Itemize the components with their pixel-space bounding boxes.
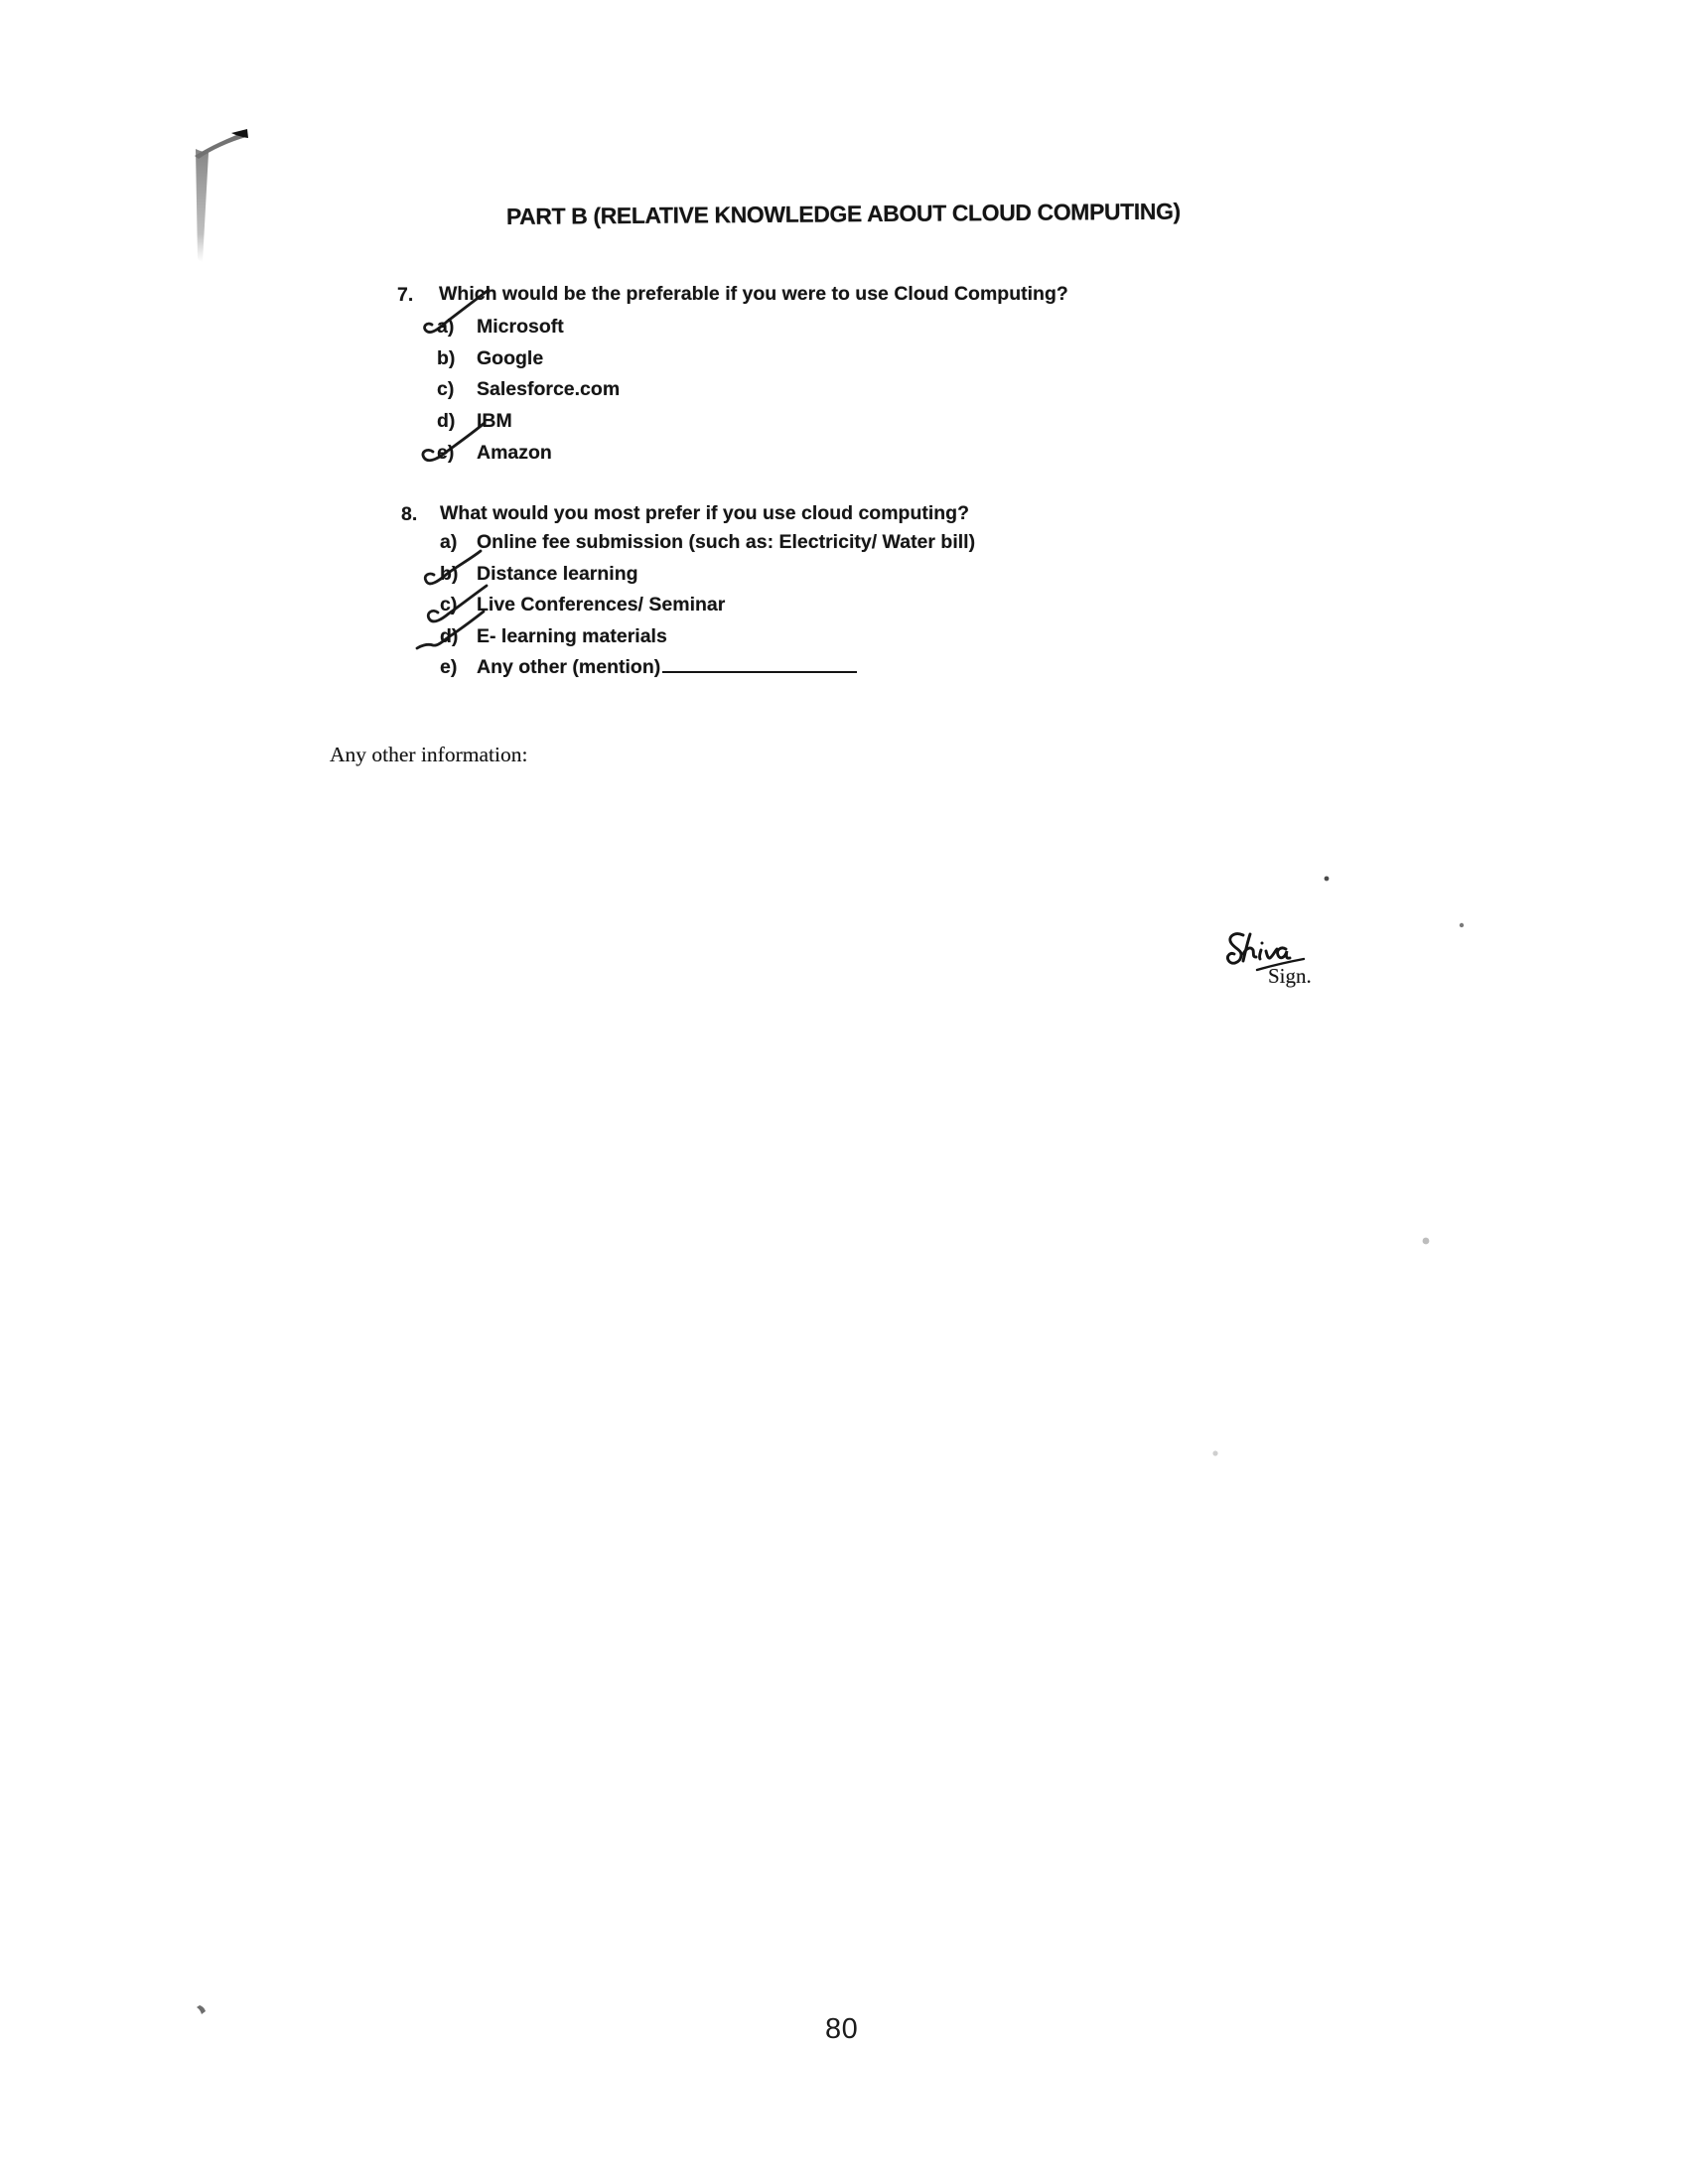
question-7-text: Which would be the preferable if you were to use Cloud Computing?: [439, 283, 1068, 305]
q7-option-d-text: IBM: [477, 410, 512, 432]
q7-option-a-text: Microsoft: [477, 316, 564, 338]
q7-option-b-label: b): [437, 347, 456, 369]
scan-specks: [197, 877, 1464, 2014]
q7-option-a-label: a): [437, 316, 455, 338]
mention-blank-line: [662, 667, 857, 673]
q7-option-b: [437, 347, 543, 370]
q8-option-d: [440, 625, 667, 648]
q8-option-c: [440, 594, 725, 616]
question-8-text: What would you most prefer if you use cloud computing?: [440, 502, 970, 524]
q7-option-c: [437, 378, 620, 401]
q8-option-c-label: c): [440, 594, 458, 615]
page-number: 80: [825, 2013, 859, 2045]
q7-option-d: [437, 410, 512, 433]
q7-option-b-text: Google: [477, 347, 544, 369]
q8-option-e-text: Any other (mention): [477, 656, 661, 678]
q8-option-a-label: a): [440, 531, 458, 553]
page-title: PART B (RELATIVE KNOWLEDGE ABOUT CLOUD COMPUTING): [505, 198, 1181, 230]
q7-option-d-label: d): [437, 410, 456, 432]
sign-label: Sign.: [1268, 964, 1312, 988]
q8-option-c-text: Live Conferences/ Seminar: [477, 594, 726, 615]
q8-option-b: [440, 563, 638, 586]
q7-option-e-label: e): [437, 442, 455, 464]
q8-option-b-text: Distance learning: [477, 563, 638, 585]
q7-option-c-label: c): [437, 378, 455, 400]
q7-option-a: [437, 316, 564, 339]
question-8-number: 8.: [401, 503, 418, 525]
q8-option-e-label: e): [440, 656, 458, 678]
scan-corner-artifact: [195, 129, 248, 262]
q7-option-e-text: Amazon: [477, 442, 552, 464]
any-other-information-label: Any other information:: [330, 743, 528, 766]
question-7-number: 7.: [397, 284, 414, 306]
q8-option-a: [440, 531, 975, 554]
q8-option-d-label: d): [440, 625, 459, 647]
q7-option-c-text: Salesforce.com: [477, 378, 621, 400]
q8-option-e: [440, 656, 857, 679]
q7-option-e: [437, 442, 552, 465]
q8-option-d-text: E- learning materials: [477, 625, 667, 647]
q8-option-b-label: b): [440, 563, 459, 585]
q8-option-a-text: Online fee submission (such as: Electricity/ Water bill): [477, 531, 976, 553]
